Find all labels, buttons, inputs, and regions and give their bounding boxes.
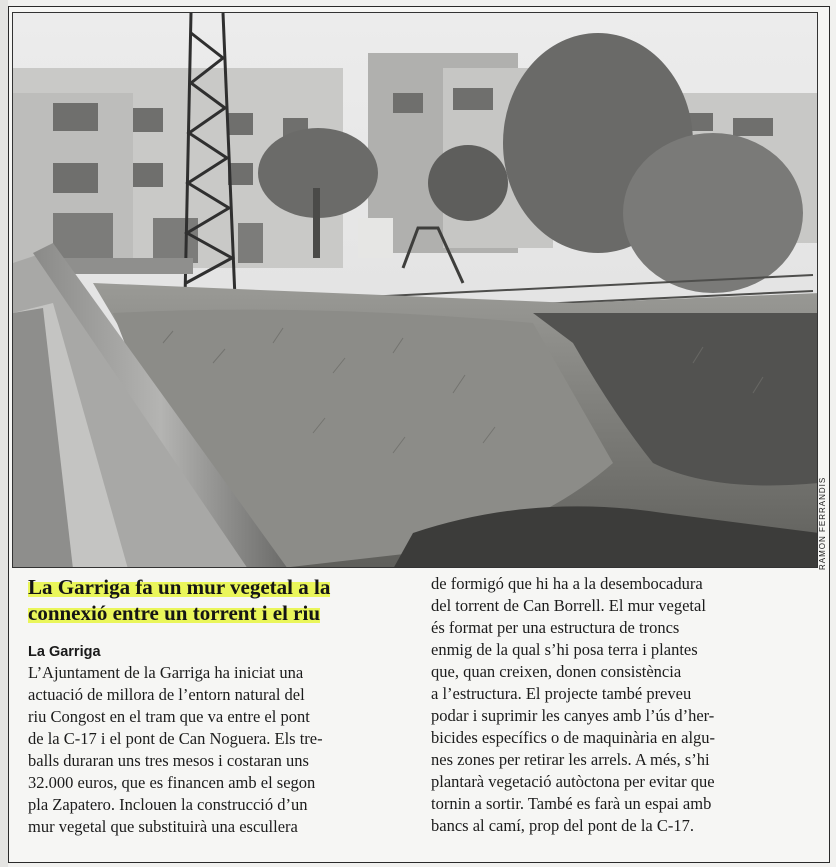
article-body-column-1	[28, 662, 413, 838]
photo-credit: RAMON FERRANDIS	[818, 476, 827, 570]
body-line: a l’estructura. El projecte també preveu	[431, 684, 692, 703]
body-line: tornin a sortir. També es farà un espai amb	[431, 794, 712, 813]
body-line: podar i suprimir les canyes amb l’ús d’her-	[431, 706, 715, 725]
body-line: de formigó que hi ha a la desembocadura	[431, 574, 703, 593]
body-line: plantarà vegetació autòctona per evitar que	[431, 772, 715, 791]
article-photo	[12, 12, 818, 568]
body-line: L’Ajuntament de la Garriga ha iniciat una	[28, 663, 304, 682]
body-line: nes zones per retirar les arrels. A més, s’hi	[431, 750, 710, 769]
body-line: 32.000 euros, que es financen amb el segon	[28, 773, 316, 792]
body-line: riu Congost en el tram que va entre el pont	[28, 707, 310, 726]
headline-line-2: connexió entre un torrent i el riu	[28, 601, 321, 625]
left-page-edge	[0, 0, 8, 867]
body-line: que, quan creixen, donen consistència	[431, 662, 682, 681]
headline-line-1: La Garriga fa un mur vegetal a la	[28, 575, 331, 599]
body-line: balls duraran uns tres mesos i costaran uns	[28, 751, 309, 770]
body-line: enmig de la qual s’hi posa terra i plantes	[431, 640, 698, 659]
body-line: del torrent de Can Borrell. El mur vegetal	[431, 596, 706, 615]
article-headline	[28, 574, 418, 626]
body-line: pla Zapatero. Inclouen la construcció d’un	[28, 795, 308, 814]
article-dateline: La Garriga	[28, 644, 101, 660]
body-line: mur vegetal que substituirà una escullera	[28, 817, 298, 836]
body-line: bancs al camí, prop del pont de la C-17.	[431, 816, 695, 835]
photo-illustration	[13, 13, 818, 568]
body-line: bicides específics o de maquinària en algu-	[431, 728, 716, 747]
body-line: de la C-17 i el pont de Can Noguera. Els tre-	[28, 729, 323, 748]
article-body-column-2	[431, 573, 816, 837]
body-line: és format per una estructura de troncs	[431, 618, 680, 637]
body-line: actuació de millora de l’entorn natural del	[28, 685, 305, 704]
